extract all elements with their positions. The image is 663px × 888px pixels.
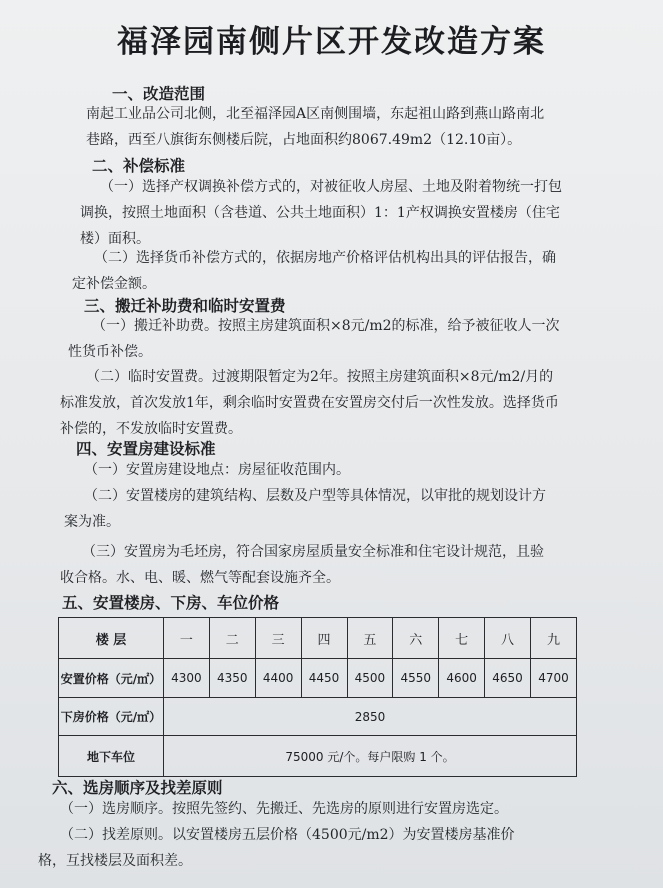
- price-table: [58, 617, 577, 777]
- text-line: 定补偿金额。: [72, 276, 156, 292]
- text-line: 楼）面积。: [80, 231, 150, 247]
- text-line: （一）搬迁补助费。按照主房建筑面积×8元/m2的标准，给予被征收人一次: [92, 318, 560, 334]
- table-row: [59, 659, 577, 698]
- lower-price-label-cell: 下房价格（元/㎡）: [59, 698, 164, 736]
- price-cell: 4500: [347, 659, 393, 698]
- section-heading-scope: 一、改造范围: [112, 84, 206, 103]
- price-cell: 4350: [209, 659, 255, 698]
- relocation-subsidy-paragraph: [68, 313, 560, 365]
- text-line: 格，互找楼层及面积差。: [38, 853, 192, 869]
- section-heading-prices: 五、安置楼房、下房、车位价格: [62, 593, 280, 612]
- price-cell: 4650: [485, 659, 531, 698]
- text-line: （二）临时安置费。过渡期限暂定为2年。按照主房建筑面积×8元/m2/月的: [86, 369, 554, 385]
- floor-cell: 一: [164, 618, 210, 659]
- price-cell: 4400: [255, 659, 301, 698]
- text-line: （二）找差原则。以安置楼房五层价格（4500元/m2）为安置楼房基准价: [60, 827, 515, 843]
- floor-cell: 八: [485, 618, 531, 659]
- price-difference-paragraph: [38, 822, 515, 874]
- text-line: 调换，按照土地面积（含巷道、公共土地面积）1：1产权调换安置楼房（住宅: [80, 205, 560, 221]
- price-cell: 4700: [531, 659, 577, 698]
- floor-cell: 二: [209, 618, 255, 659]
- text-line: 补偿的，不发放临时安置费。: [60, 421, 242, 437]
- text-line: 性货币补偿。: [68, 344, 152, 360]
- compensation-paragraph-1: [80, 174, 562, 252]
- compensation-paragraph-2: [72, 245, 556, 297]
- text-line: 标准发放，首次发放1年，剩余临时安置费在安置房交付后一次性发放。选择货币: [60, 395, 559, 411]
- floor-header-cell: 楼 层: [59, 618, 164, 659]
- parking-label-cell: 地下车位: [59, 736, 164, 777]
- table-row: [59, 736, 577, 777]
- section-heading-construction-standard: 四、安置房建设标准: [76, 439, 216, 458]
- text-line: （一）选择产权调换补偿方式的，对被征收人房屋、土地及附着物统一打包: [100, 179, 562, 195]
- floor-cell: 九: [531, 618, 577, 659]
- price-cell: 4550: [393, 659, 439, 698]
- table-row: [59, 618, 577, 659]
- selection-order-paragraph: [60, 796, 508, 822]
- text-line: （一）安置房建设地点：房屋征收范围内。: [84, 462, 350, 478]
- price-cell: 4600: [439, 659, 485, 698]
- scope-line: 巷路，西至八旗街东侧楼后院，占地面积约8067.49m2（12.10亩）。: [86, 132, 522, 148]
- scope-paragraph: [86, 101, 544, 153]
- temporary-housing-paragraph: [60, 364, 559, 442]
- section-heading-selection-order: 六、选房顺序及找差原则: [52, 778, 223, 797]
- section-heading-relocation-fees: 三、搬迁补助费和临时安置费: [84, 296, 286, 315]
- scope-line: 南起工业品公司北侧，北至福泽园A区南侧围墙，东起祖山路到燕山路南北: [86, 106, 545, 122]
- price-cell: 4450: [301, 659, 347, 698]
- text-line: （二）选择货币补偿方式的，依据房地产价格评估机构出具的评估报告，确: [94, 250, 556, 266]
- floor-cell: 三: [255, 618, 301, 659]
- floor-cell: 六: [393, 618, 439, 659]
- price-label-cell: 安置价格（元/㎡）: [59, 659, 164, 698]
- floor-cell: 四: [301, 618, 347, 659]
- floor-cell: 五: [347, 618, 393, 659]
- price-cell: 4300: [164, 659, 210, 698]
- parking-price-cell: 75000 元/个。每户限购 1 个。: [164, 736, 577, 777]
- table-row: [59, 698, 577, 736]
- text-line: 收合格。水、电、暖、燃气等配套设施齐全。: [60, 570, 340, 586]
- construction-structure-paragraph: [64, 483, 546, 535]
- construction-quality-paragraph: [60, 539, 544, 591]
- text-line: （二）安置楼房的建筑结构、层数及户型等具体情况，以审批的规划设计方: [84, 488, 546, 504]
- section-heading-compensation: 二、补偿标准: [92, 156, 186, 175]
- text-line: （三）安置房为毛坯房，符合国家房屋质量安全标准和住宅设计规范，且验: [82, 544, 544, 560]
- floor-cell: 七: [439, 618, 485, 659]
- document-title: 福泽园南侧片区开发改造方案: [117, 24, 546, 60]
- construction-location-paragraph: [84, 457, 350, 483]
- lower-price-cell: 2850: [164, 698, 577, 736]
- text-line: （一）选房顺序。按照先签约、先搬迁、先选房的原则进行安置房选定。: [60, 801, 508, 817]
- text-line: 案为准。: [64, 514, 120, 530]
